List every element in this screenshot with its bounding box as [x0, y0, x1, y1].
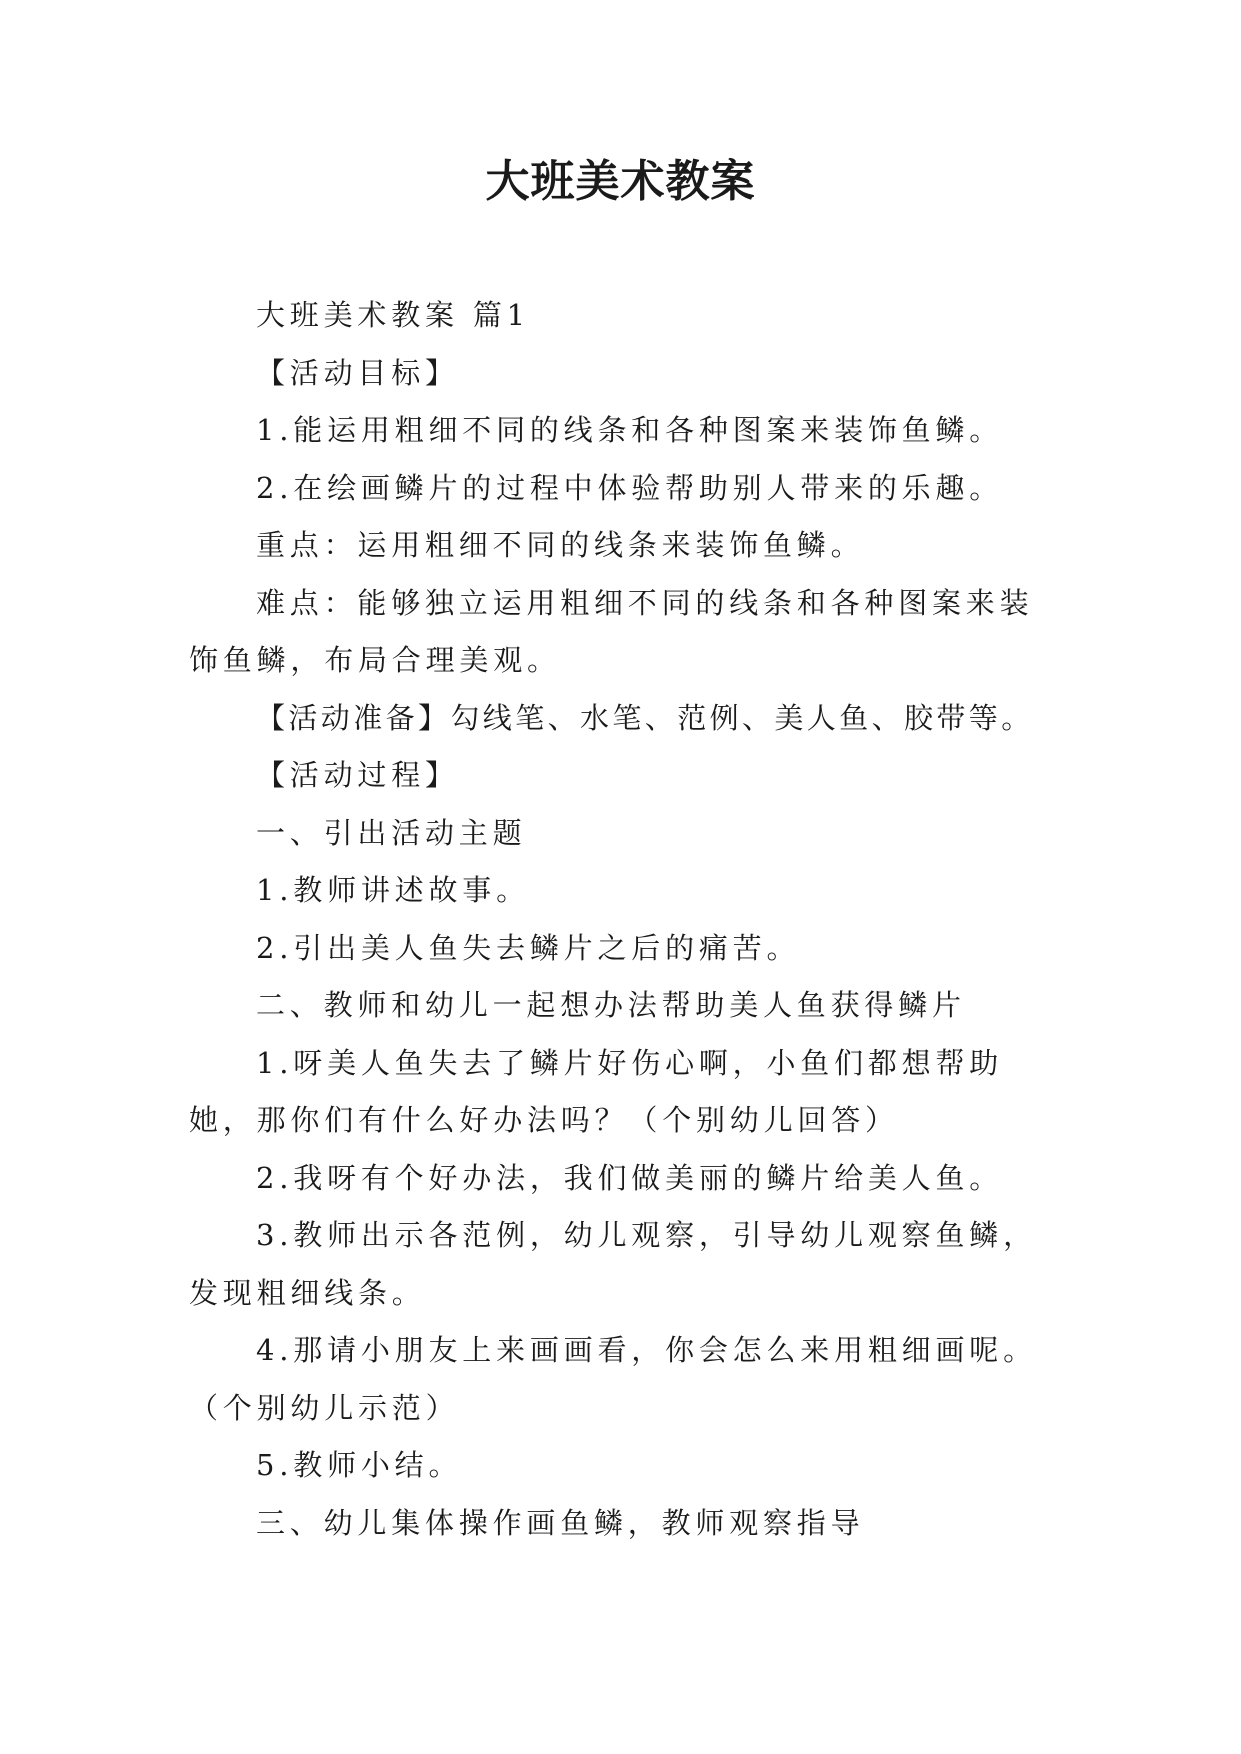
goal-item-2: 2.在绘画鳞片的过程中体验帮助别人带来的乐趣。: [256, 470, 1004, 505]
step-heading-3: 三、幼儿集体操作画鱼鳞，教师观察指导: [256, 1505, 865, 1540]
step-item: 2.引出美人鱼失去鳞片之后的痛苦。: [256, 930, 801, 965]
document-title: 大班美术教案: [485, 156, 756, 207]
activity-preparation: 【活动准备】勾线笔、水笔、范例、美人鱼、胶带等。: [256, 700, 1034, 735]
step-item: 1.呀美人鱼失去了鳞片好伤心啊，小鱼们都想帮助她，那你们有什么好办法吗？（个别幼儿回答）: [189, 1045, 1004, 1137]
key-point: 重点：运用粗细不同的线条来装饰鱼鳞。: [256, 528, 865, 562]
activity-process-heading: 【活动过程】: [256, 758, 459, 792]
step-item: 5.教师小结。: [256, 1448, 463, 1482]
step-item: 3.教师出示各范例，幼儿观察，引导幼儿观察鱼鳞，发现粗细线条。: [189, 1218, 1037, 1310]
document-body: [189, 287, 1049, 1552]
goal-item-1: 1.能运用粗细不同的线条和各种图案来装饰鱼鳞。: [256, 413, 1004, 447]
step-item: 4.那请小朋友上来画画看，你会怎么来用粗细画呢。（个别幼儿示范）: [189, 1333, 1037, 1425]
step-heading-1: 一、引出活动主题: [256, 815, 527, 850]
step-item: 2.我呀有个好办法，我们做美丽的鳞片给美人鱼。: [256, 1160, 1004, 1195]
activity-goals-heading: 【活动目标】: [256, 355, 459, 390]
difficult-point: 难点：能够独立运用粗细不同的线条和各种图案来装饰鱼鳞，布局合理美观。: [189, 585, 1034, 677]
section-heading: 大班美术教案 篇1: [256, 298, 530, 332]
step-heading-2: 二、教师和幼儿一起想办法帮助美人鱼获得鳞片: [256, 988, 966, 1022]
step-item: 1.教师讲述故事。: [256, 873, 530, 907]
